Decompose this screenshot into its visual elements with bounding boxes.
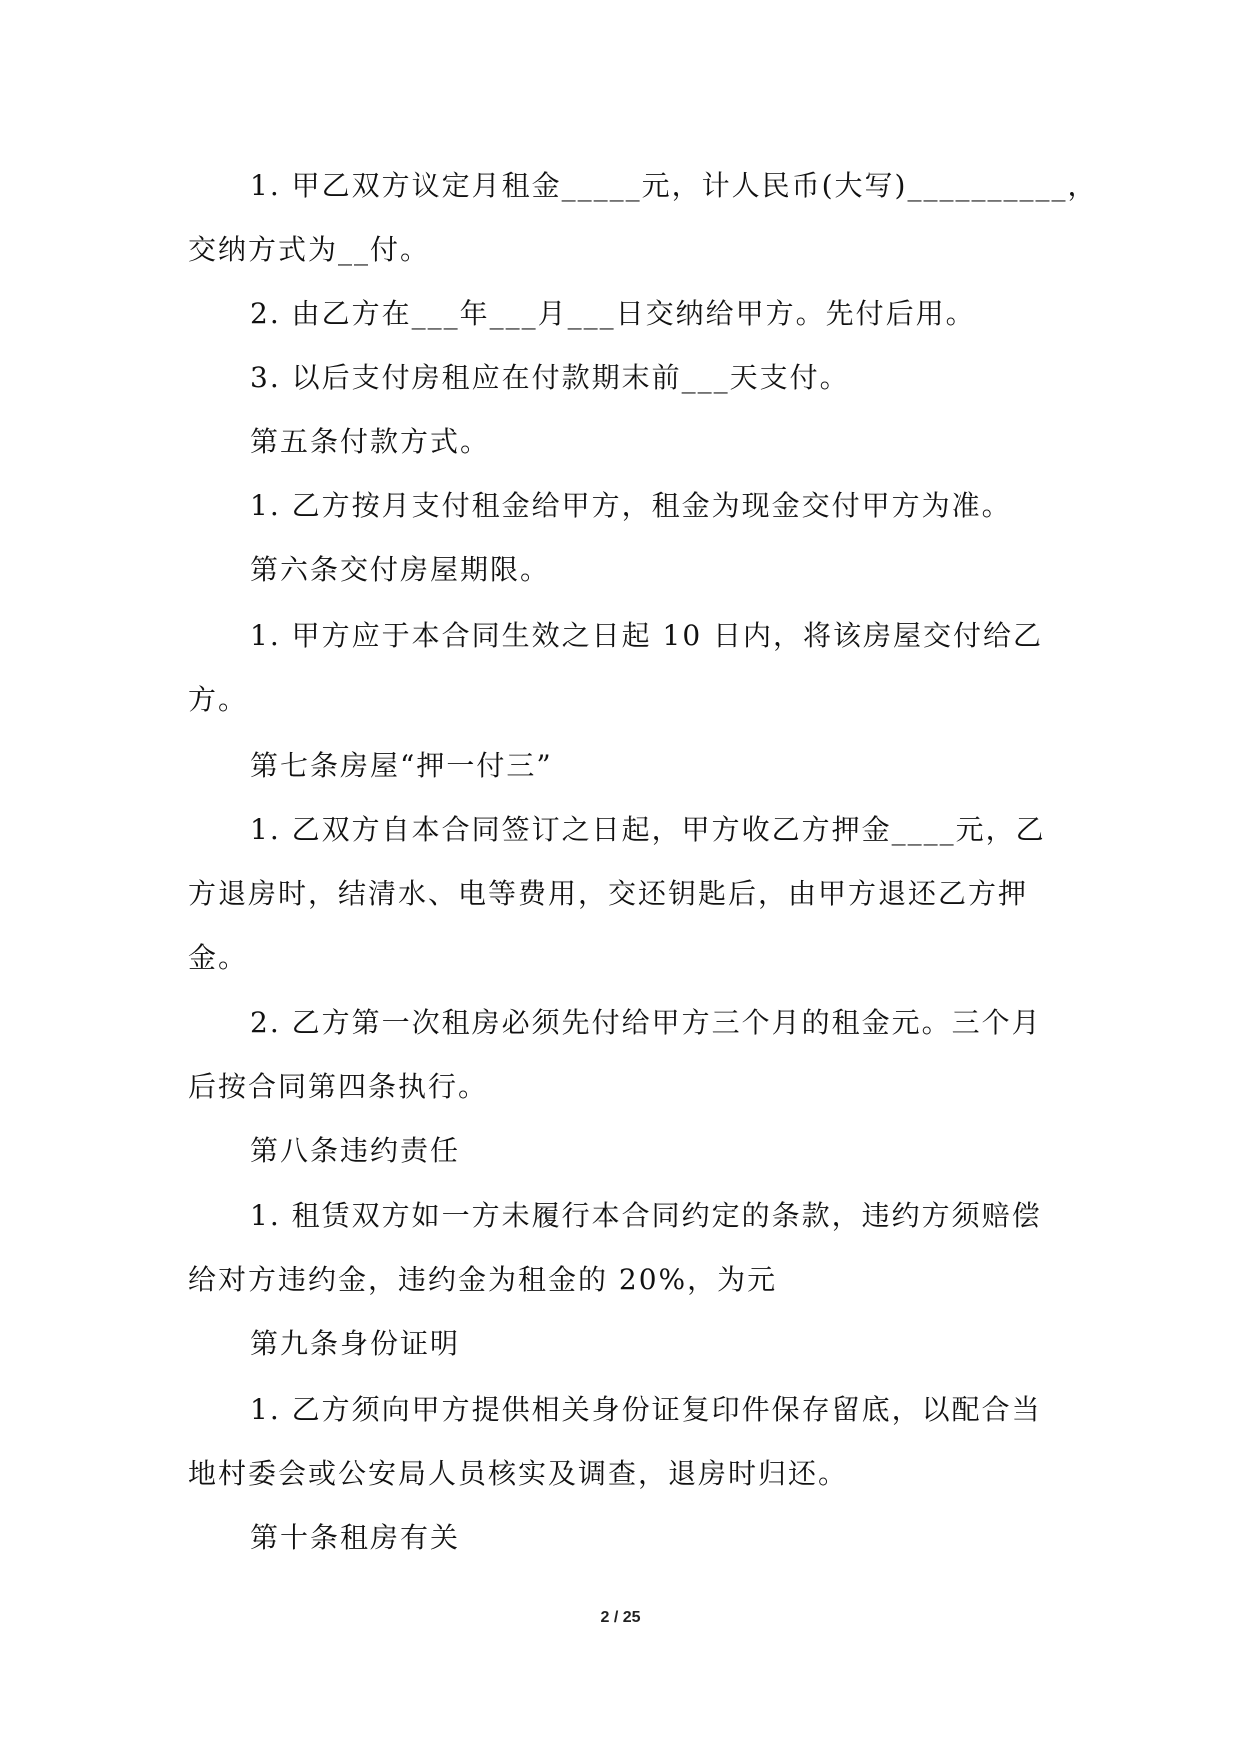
paragraph-line: 2. 由乙方在___年___月___日交纳给甲方。先付后用。 xyxy=(250,297,976,330)
section-heading: 第六条交付房屋期限。 xyxy=(250,553,551,586)
paragraph-line: 后按合同第四条执行。 xyxy=(188,1070,489,1103)
paragraph-line: 方。 xyxy=(188,683,249,716)
paragraph-line: 交纳方式为__付。 xyxy=(188,233,431,266)
paragraph-line: 1. 乙双方自本合同签订之日起，甲方收乙方押金____元，乙 xyxy=(250,813,1046,846)
section-heading: 第十条租房有关 xyxy=(250,1521,461,1554)
paragraph-line: 3. 以后支付房租应在付款期末前___天支付。 xyxy=(250,361,850,394)
paragraph-line: 方退房时，结清水、电等费用，交还钥匙后，由甲方退还乙方押 xyxy=(188,877,1029,910)
paragraph-line: 1. 乙方须向甲方提供相关身份证复印件保存留底，以配合当 xyxy=(250,1393,1042,1426)
paragraph-line: 1. 甲乙双方议定月租金_____元，计人民币(大写)__________， xyxy=(250,169,1098,202)
paragraph-line: 给对方违约金，违约金为租金的 20%，为元 xyxy=(188,1263,778,1296)
paragraph-line: 1. 甲方应于本合同生效之日起 10 日内，将该房屋交付给乙 xyxy=(250,619,1044,652)
paragraph-line: 2. 乙方第一次租房必须先付给甲方三个月的租金元。三个月 xyxy=(250,1006,1042,1039)
section-heading: 第五条付款方式。 xyxy=(250,425,491,458)
page-number: 2 / 25 xyxy=(600,1609,641,1626)
paragraph-line: 地村委会或公安局人员核实及调查，退房时归还。 xyxy=(188,1457,849,1490)
section-heading: 第九条身份证明 xyxy=(250,1327,461,1360)
section-heading: 第七条房屋“押一付三” xyxy=(250,749,553,782)
paragraph-line: 1. 乙方按月支付租金给甲方，租金为现金交付甲方为准。 xyxy=(250,489,1012,522)
section-heading: 第八条违约责任 xyxy=(250,1134,461,1167)
paragraph-line: 金。 xyxy=(188,941,249,974)
paragraph-line: 1. 租赁双方如一方未履行本合同约定的条款，违约方须赔偿 xyxy=(250,1199,1042,1232)
